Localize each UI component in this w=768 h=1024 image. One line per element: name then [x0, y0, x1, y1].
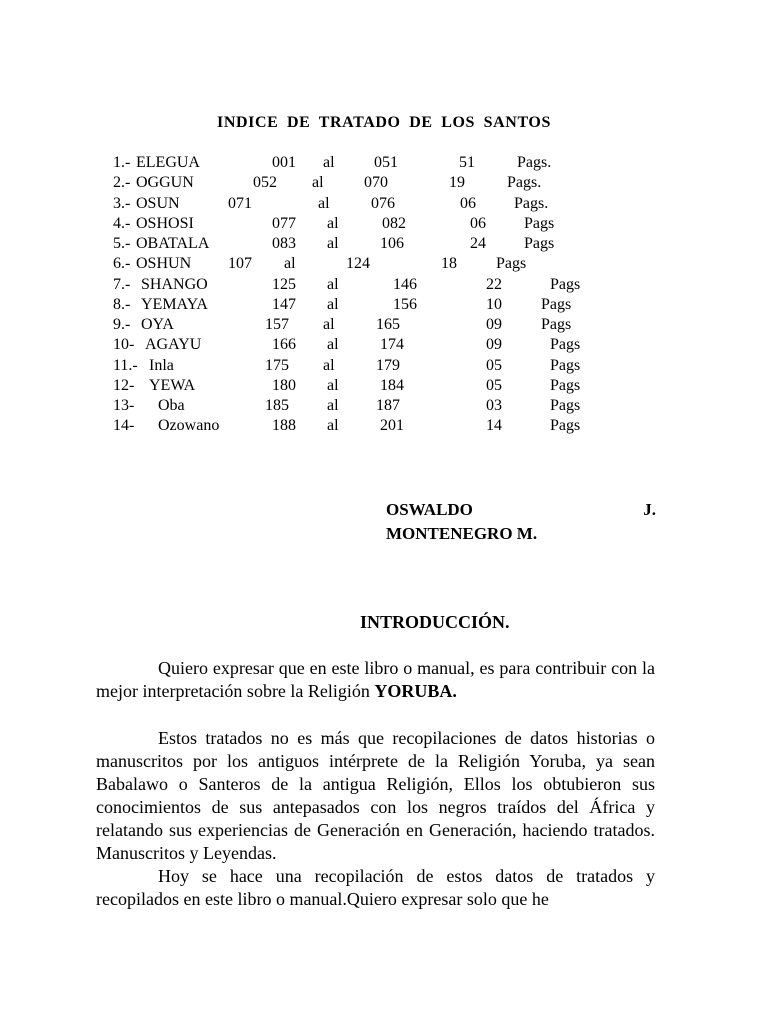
- index-entry-to-page: 070: [364, 174, 388, 192]
- index-entry-pags-label: Pags.: [514, 194, 549, 212]
- index-entry-al: al: [327, 336, 339, 354]
- index-entry-from-page: 185: [265, 397, 289, 414]
- index-entry-to-page: 051: [374, 154, 398, 171]
- intro-paragraph-1-emphasis: YORUBA.: [374, 681, 457, 701]
- index-entry-name: OSHUN: [136, 255, 192, 273]
- index-entry-page-count: 03: [486, 397, 502, 414]
- index-entry-page-count: 09: [486, 336, 502, 354]
- index-entry: [0, 234, 768, 254]
- index-entry-al: al: [312, 174, 324, 192]
- index-entry: [0, 376, 768, 396]
- index-entry-al: al: [327, 417, 339, 435]
- index-entry: [0, 295, 768, 315]
- index-entry-name: Oba: [158, 397, 185, 414]
- index-entry-al: al: [327, 376, 339, 394]
- index-entry-name: OSUN: [136, 194, 180, 212]
- index-entry-pags-label: Pags: [550, 356, 581, 374]
- index-entry-name: ELEGUA: [136, 154, 200, 171]
- index-entry-to-page: 174: [380, 336, 404, 354]
- index-title: INDICE DE TRATADO DE LOS SANTOS: [217, 114, 551, 131]
- index-entry-page-count: 14: [486, 417, 502, 435]
- index-entry-number: 5.-: [113, 235, 131, 252]
- index-entry-page-count: 24: [470, 235, 486, 252]
- index-entry-to-page: 156: [393, 295, 417, 313]
- index-entry-number: 6.-: [113, 255, 131, 273]
- index-entry-from-page: 157: [265, 316, 289, 333]
- index-entry-page-count: 05: [486, 376, 502, 394]
- index-entry-al: al: [327, 214, 339, 232]
- index-entry-page-count: 06: [470, 214, 486, 232]
- index-entry-from-page: 188: [272, 417, 296, 435]
- index-entry-number: 4.-: [113, 214, 131, 232]
- index-entry-number: 3.-: [113, 194, 131, 212]
- index-entry-name: OSHOSI: [136, 214, 194, 232]
- index-entry-number: 8.-: [113, 295, 131, 313]
- index-entry-page-count: 22: [486, 275, 502, 293]
- index-entry-number: 9.-: [113, 316, 131, 333]
- index-entry-page-count: 18: [441, 255, 457, 273]
- index-entry-number: 14-: [113, 417, 135, 435]
- index-entry-from-page: 071: [228, 194, 252, 212]
- index-entry-number: 1.-: [113, 154, 131, 171]
- index-entry-from-page: 052: [253, 174, 277, 192]
- index-entry-from-page: 166: [272, 336, 296, 354]
- index-entry-pags-label: Pags: [550, 417, 581, 435]
- intro-paragraph-2-text: Estos tratados no es más que recopilaciones de datos historias o manuscritos por los antiguos intérprete de la Religión Yoruba, ya sean Babalawo o Santeros de la antigua Religión, Ellos los obtubieron sus conocimientos de sus antepasados con los negros traídos del África y relatando sus experiencias de Generación en Generación, haciendo tratados. Manuscritos y Leyendas.: [96, 728, 655, 863]
- intro-paragraph-2: [96, 727, 655, 865]
- intro-paragraph-3-text: Hoy se hace una recopilación de estos datos de tratados y recopilados en este libro o manual.Quiero expresar solo que he: [96, 866, 655, 909]
- index-entry-pags-label: Pags: [524, 235, 555, 252]
- index-entry-number: 10-: [113, 336, 135, 354]
- index-entry-al: al: [323, 356, 335, 374]
- index-entry-al: al: [318, 194, 330, 212]
- index-entry-to-page: 187: [376, 397, 400, 414]
- index-entry: [0, 356, 768, 376]
- author-line-1: [386, 498, 656, 522]
- index-entry-pags-label: Pags: [496, 255, 527, 273]
- index-entry-page-count: 06: [460, 194, 476, 212]
- index-entry: [0, 396, 768, 416]
- index-list: [0, 153, 768, 437]
- index-entry: [0, 335, 768, 355]
- index-entry-number: 11.-: [113, 356, 138, 374]
- author-first-name: OSWALDO: [386, 500, 473, 519]
- index-entry-from-page: 107: [228, 255, 252, 273]
- index-entry-name: OBATALA: [136, 235, 210, 252]
- index-entry-pags-label: Pags: [541, 316, 572, 333]
- index-entry-al: al: [327, 235, 339, 252]
- index-entry-page-count: 10: [486, 295, 502, 313]
- index-entry-name: YEMAYA: [141, 295, 208, 313]
- index-entry-page-count: 09: [486, 316, 502, 333]
- index-entry-page-count: 19: [449, 174, 465, 192]
- index-entry-from-page: 125: [272, 275, 296, 293]
- intro-paragraph-1-text: Quiero expresar que en este libro o manual, es para contribuir con la mejor interpretación sobre la Religión: [96, 658, 655, 701]
- index-entry: [0, 194, 768, 214]
- index-entry-al: al: [323, 154, 335, 171]
- index-entry: [0, 315, 768, 335]
- index-entry-pags-label: Pags: [541, 295, 572, 313]
- index-entry-number: 7.-: [113, 275, 131, 293]
- index-entry-to-page: 179: [376, 356, 400, 374]
- index-entry-to-page: 201: [380, 417, 404, 435]
- index-entry-to-page: 076: [371, 194, 395, 212]
- author-last-name: MONTENEGRO M.: [386, 524, 538, 543]
- index-entry-pags-label: Pags: [550, 376, 581, 394]
- index-entry-name: YEWA: [149, 376, 196, 394]
- index-entry-from-page: 077: [272, 214, 296, 232]
- index-entry: [0, 254, 768, 274]
- index-entry-from-page: 180: [272, 376, 296, 394]
- index-entry-from-page: 175: [265, 356, 289, 374]
- index-entry-al: al: [284, 255, 296, 273]
- intro-paragraph-1: [96, 657, 655, 703]
- index-entry: [0, 416, 768, 436]
- index-entry-page-count: 05: [486, 356, 502, 374]
- index-entry-number: 13-: [113, 397, 135, 414]
- index-entry-number: 12-: [113, 376, 135, 394]
- index-entry-pags-label: Pags.: [517, 154, 552, 171]
- index-entry-from-page: 147: [272, 295, 296, 313]
- index-entry-to-page: 124: [346, 255, 370, 273]
- index-entry-name: Ozowano: [158, 417, 220, 435]
- author-block: [386, 498, 656, 546]
- index-entry-name: SHANGO: [141, 275, 208, 293]
- index-entry-al: al: [327, 275, 339, 293]
- index-entry-al: al: [323, 316, 335, 333]
- index-entry-name: OGGUN: [136, 174, 194, 192]
- index-entry-pags-label: Pags: [550, 275, 581, 293]
- index-entry-to-page: 082: [382, 214, 406, 232]
- index-entry: [0, 214, 768, 234]
- index-entry-al: al: [327, 397, 339, 414]
- index-entry-from-page: 083: [272, 235, 296, 252]
- index-entry-to-page: 165: [376, 316, 400, 333]
- index-entry-name: AGAYU: [145, 336, 202, 354]
- index-entry-name: OYA: [141, 316, 174, 333]
- index-entry-pags-label: Pags: [550, 397, 581, 414]
- index-entry-name: Inla: [149, 356, 174, 374]
- index-entry-page-count: 51: [459, 154, 475, 171]
- index-entry-to-page: 106: [380, 235, 404, 252]
- index-entry-to-page: 146: [393, 275, 417, 293]
- index-entry-number: 2.-: [113, 174, 131, 192]
- index-entry: [0, 275, 768, 295]
- index-entry-pags-label: Pags.: [507, 174, 542, 192]
- intro-paragraph-3: [96, 865, 655, 911]
- index-entry-al: al: [327, 295, 339, 313]
- index-entry: [0, 173, 768, 193]
- author-initial: J.: [643, 500, 656, 519]
- index-entry-pags-label: Pags: [550, 336, 581, 354]
- intro-title: INTRODUCCIÓN.: [360, 612, 510, 632]
- index-entry: [0, 153, 768, 173]
- index-entry-pags-label: Pags: [524, 214, 555, 232]
- index-entry-to-page: 184: [380, 376, 404, 394]
- index-entry-from-page: 001: [272, 154, 296, 171]
